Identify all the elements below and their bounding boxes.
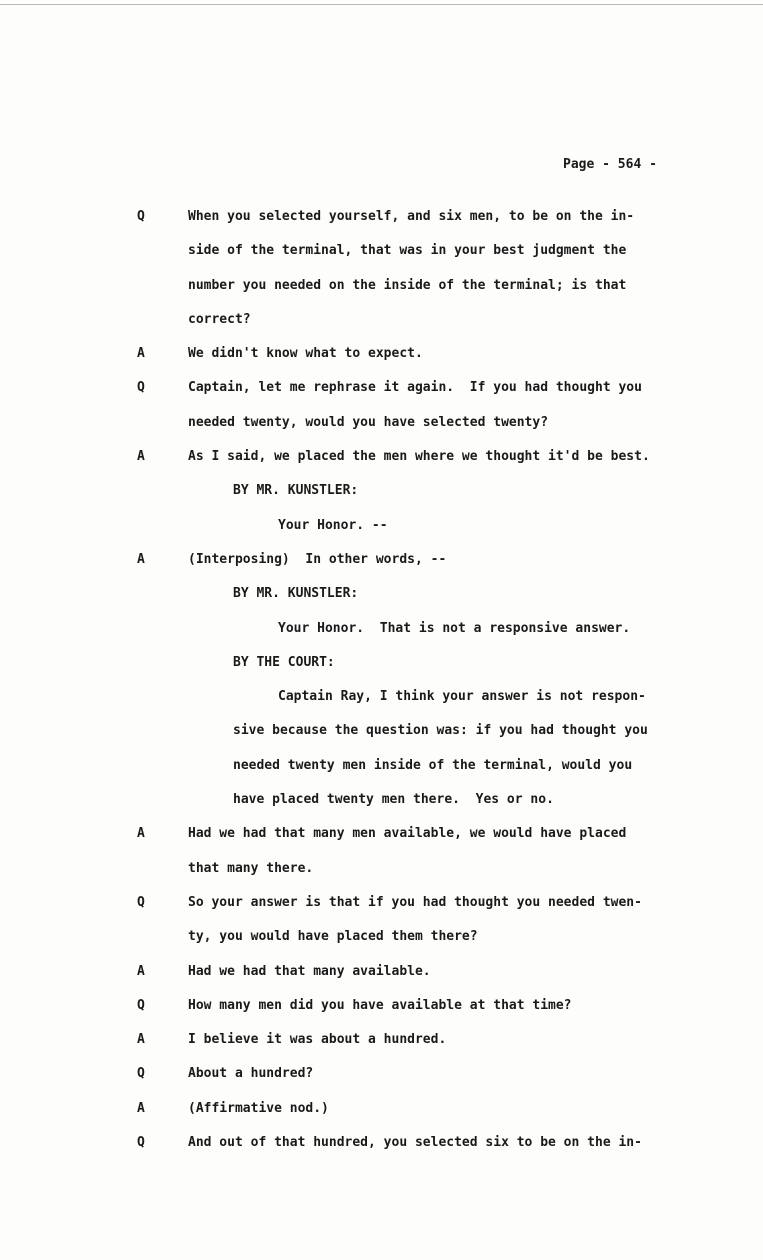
speaker-label: A	[137, 449, 145, 465]
line-text: (Affirmative nod.)	[188, 1100, 329, 1116]
transcript-line	[0, 276, 763, 310]
speaker-label: Q	[137, 380, 145, 396]
line-text: I believe it was about a hundred.	[188, 1032, 447, 1048]
transcript-line	[0, 927, 763, 961]
speaker-label: A	[137, 346, 145, 362]
speaker-label: Q	[137, 209, 145, 224]
transcript-line	[0, 413, 763, 447]
transcript-line	[0, 962, 763, 996]
transcript-line	[0, 893, 763, 927]
transcript-line	[0, 824, 763, 858]
line-text: Had we had that many men available, we would have placed	[188, 826, 627, 842]
transcript-line	[0, 241, 763, 275]
transcript-line	[0, 584, 763, 618]
speaker-label: Q	[137, 997, 145, 1013]
transcript-line	[0, 1099, 763, 1133]
line-text: that many there.	[188, 860, 314, 876]
speaker-label: Q	[137, 894, 145, 910]
line-text: Captain Ray, I think your answer is not respon-	[278, 689, 646, 705]
line-text: Your Honor. --	[278, 517, 388, 533]
transcript-line	[0, 447, 763, 481]
line-text: How many men did you have available at that time?	[188, 997, 572, 1013]
line-text: (Interposing) In other words, --	[188, 551, 447, 567]
line-text: BY THE COURT:	[233, 654, 335, 670]
line-text: ty, you would have placed them there?	[188, 929, 478, 945]
speaker-label: A	[137, 826, 145, 842]
top-border-line	[0, 4, 763, 5]
speaker-label: A	[137, 1032, 145, 1048]
line-text: correct?	[188, 311, 251, 327]
transcript-line	[0, 207, 763, 241]
transcript-line	[0, 1030, 763, 1064]
line-text: Your Honor. That is not a responsive answer.	[278, 620, 631, 636]
speaker-label: Q	[137, 1135, 145, 1151]
line-text: side of the terminal, that was in your best judgment the	[188, 243, 627, 259]
line-text: BY MR. KUNSTLER:	[233, 586, 359, 602]
transcript-body	[0, 207, 763, 1167]
line-text: We didn't know what to expect.	[188, 346, 423, 362]
transcript-line	[0, 859, 763, 893]
transcript-line	[0, 310, 763, 344]
transcript-line	[0, 1064, 763, 1098]
transcript-line	[0, 790, 763, 824]
line-text: number you needed on the inside of the terminal; is that	[188, 277, 627, 293]
transcript-line	[0, 550, 763, 584]
speaker-label: A	[137, 963, 145, 979]
line-text: And out of that hundred, you selected six to be on the in-	[188, 1135, 642, 1151]
transcript-line	[0, 687, 763, 721]
line-text: Had we had that many available.	[188, 963, 431, 979]
line-text: BY MR. KUNSTLER:	[233, 483, 359, 499]
speaker-label: A	[137, 1100, 145, 1116]
line-text: needed twenty, would you have selected twenty?	[188, 414, 549, 430]
transcript-line	[0, 516, 763, 550]
line-text: sive because the question was: if you had thought you	[233, 723, 648, 739]
page-number: Page - 564 -	[563, 157, 657, 172]
transcript-line	[0, 1133, 763, 1167]
line-text: have placed twenty men there. Yes or no.	[233, 792, 554, 808]
transcript-line	[0, 481, 763, 515]
line-text: Captain, let me rephrase it again. If you had thought you	[188, 380, 642, 396]
transcript-line	[0, 996, 763, 1030]
transcript-line	[0, 344, 763, 378]
transcript-line	[0, 378, 763, 412]
transcript-line	[0, 619, 763, 653]
line-text: When you selected yourself, and six men, to be on the in-	[188, 209, 635, 224]
line-text: As I said, we placed the men where we thought it'd be best.	[188, 449, 650, 465]
transcript-line	[0, 756, 763, 790]
transcript-line	[0, 653, 763, 687]
speaker-label: A	[137, 551, 145, 567]
line-text: So your answer is that if you had thought you needed twen-	[188, 894, 642, 910]
line-text: needed twenty men inside of the terminal, would you	[233, 757, 633, 773]
speaker-label: Q	[137, 1066, 145, 1082]
transcript-line	[0, 721, 763, 755]
line-text: About a hundred?	[188, 1066, 314, 1082]
